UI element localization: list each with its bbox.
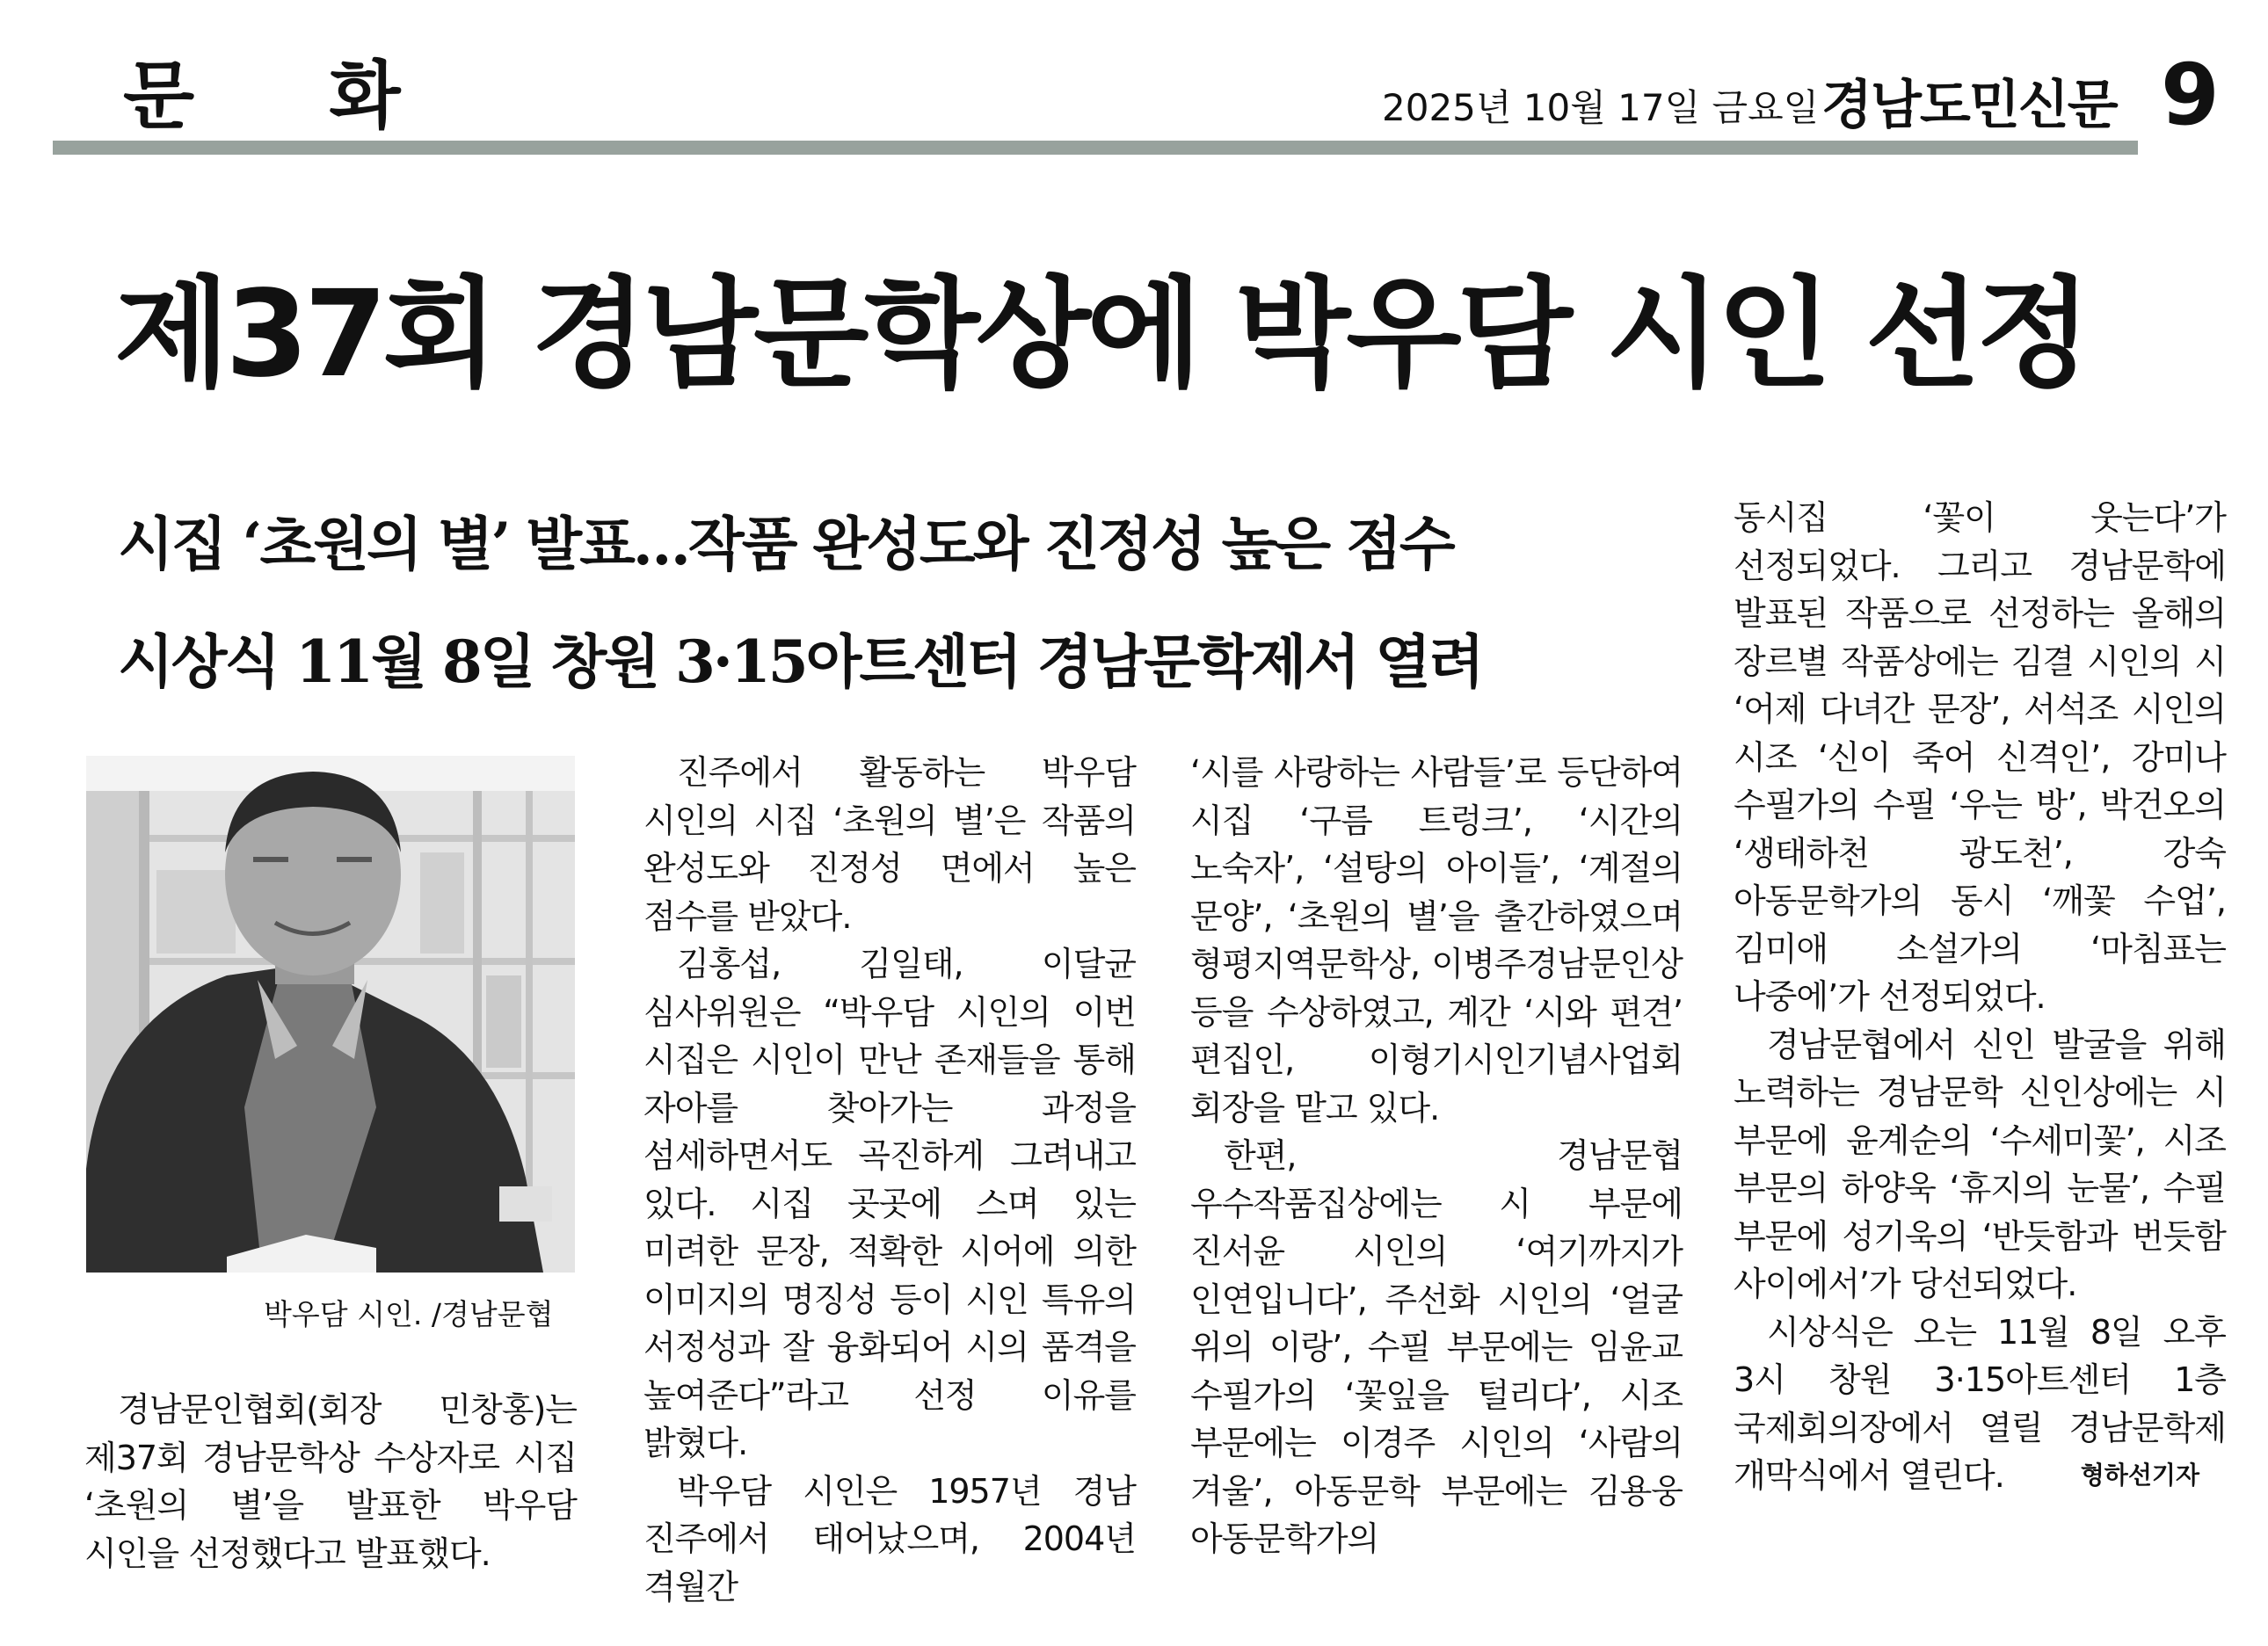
article-subhead-1: 시집 ‘초원의 별’ 발표…작품 완성도와 진정성 높은 점수 (118, 510, 1453, 578)
article-column-4 (1734, 494, 2226, 1500)
publication-date: 2025년 10월 17일 금요일 (1382, 86, 1820, 129)
article-paragraph: 경남문협에서 신인 발굴을 위해 노력하는 경남문학 신인상에는 시 부문에 윤계순의 ‘수세미꽃’, 시조 부문의 하양욱 ‘휴지의 눈물’, 수필 부문에 성기욱의 ‘반듯함과 번듯함 사이에서’가 당선되었다. (1734, 1025, 2226, 1303)
section-title: 문 화 (123, 53, 455, 139)
portrait-photo (86, 756, 575, 1273)
article-column-1 (84, 1386, 577, 1577)
page-number: 9 (2161, 46, 2220, 144)
article-paragraph: 경남문인협회(회장 민창홍)는 제37회 경남문학상 수상자로 시집 ‘초원의 별’을 발표한 박우담 시인을 선정했다고 발표했다. (84, 1390, 577, 1573)
article-paragraph: 김홍섭, 김일태, 이달균 심사위원은 “박우담 시인의 이번 시집은 시인이 만난 존재들을 통해 자아를 찾아가는 과정을 섬세하면서도 곡진하게 그려내고 있다. 시집 곳곳에 스며 있는 미려한 문장, 적확한 시어에 의한 이미지의 명징성 등이 시인 특유의 서정성과 잘 융화되어 시의 품격을 높여준다”라고 선정 이유를 밝혔다. (643, 945, 1136, 1462)
article-column-2 (643, 749, 1136, 1611)
article-paragraph: 박우담 시인은 1957년 경남 진주에서 태어났으며, 2004년 격월간 (643, 1471, 1136, 1606)
article-paragraph-continued: ‘시를 사랑하는 사람들’로 등단하여 시집 ‘구름 트렁크’, ‘시간의 노숙자’, ‘설탕의 아이들’, ‘계절의 문양’, ‘초원의 별’을 출간하였으며 형평지역문학상, 이병주경남문인상 등을 수상하였고, 계간 ‘시와 편견’ 편집인, 이형기시인기념사업회 회장을 맡고 있다. (1190, 753, 1683, 1128)
reporter-byline: 형하선기자 (2080, 1461, 2199, 1490)
article-paragraph: 진주에서 활동하는 박우담 시인의 시집 ‘초원의 별’은 작품의 완성도와 진정성 면에서 높은 점수를 받았다. (643, 753, 1136, 936)
article-paragraph (1734, 1309, 2226, 1500)
article-headline: 제37회 경남문학상에 박우담 시인 선정 (114, 265, 2088, 404)
newspaper-masthead: 경남도민신문 (1821, 75, 2117, 136)
header-rule (53, 141, 2138, 155)
article-paragraph-text: 시상식은 오는 11월 8일 오후 3시 창원 3·15아트센터 1층 국제회의장에서 열릴 경남문학제 개막식에서 열린다. (1734, 1312, 2226, 1495)
article-paragraph-continued: 동시집 ‘꽃이 웃는다’가 선정되었다. 그리고 경남문학에 발표된 작품으로 선정하는 올해의 장르별 작품상에는 김결 시인의 시 ‘어제 다녀간 문장’, 서석조 시인의 시조 ‘신이 죽어 신격인’, 강미나 수필가의 수필 ‘우는 방’, 박건오의 ‘생태하천 광도천’, 강숙 아동문학가의 동시 ‘깨꽃 수업’, 김미애 소설가의 ‘마침표는 나중에’가 선정되었다. (1734, 498, 2226, 1016)
article-column-3 (1190, 749, 1683, 1563)
article-paragraph: 한편, 경남문협 우수작품집상에는 시 부문에 진서윤 시인의 ‘여기까지가 인연입니다’, 주선화 시인의 ‘얼굴 위의 이랑’, 수필 부문에는 임윤교 수필가의 ‘꽃잎을 털리다’, 시조 부문에는 이경주 시인의 ‘사람의 겨울’, 아동문학 부문에는 김용웅 아동문학가의 (1190, 1136, 1683, 1558)
article-subhead-2: 시상식 11월 8일 창원 3·15아트센터 경남문학제서 열려 (118, 627, 1482, 696)
photo-caption: 박우담 시인. /경남문협 (264, 1297, 554, 1331)
